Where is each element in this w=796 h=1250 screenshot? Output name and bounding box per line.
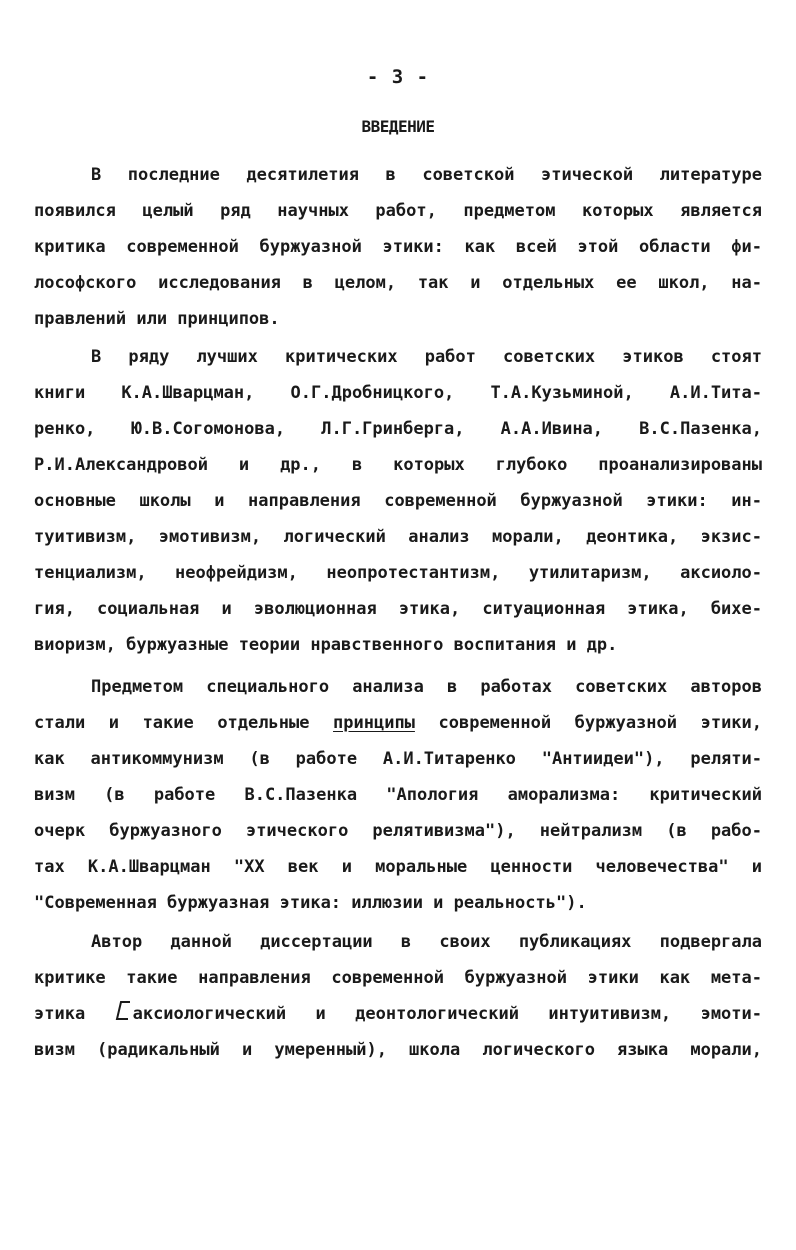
text-line: виоризм, буржуазные теории нравственного воспитания и др. <box>34 635 618 655</box>
text-line: очерк буржуазного этического релятивизма"), нейтрализм (в рабо- <box>34 821 762 841</box>
text-line: туитивизм, эмотивизм, логический анализ морали, деонтика, экзис- <box>34 527 762 547</box>
underlined-word: принципы <box>333 713 415 733</box>
text-line: Автор данной диссертации в своих публикациях подвергала <box>91 932 762 952</box>
text-line: критике такие направления современной буржуазной этики как мета- <box>34 968 762 988</box>
paragraph-4 <box>34 924 762 1068</box>
text-line: правлений или принципов. <box>34 309 280 329</box>
text-line: тенциализм, неофрейдизм, неопротестантизм, утилитаризм, аксиоло- <box>34 563 762 583</box>
paragraph-3 <box>34 669 762 921</box>
text-line: визм (радикальный и умеренный), школа логического языка морали, <box>34 1040 762 1060</box>
text-line: стали и такие отдельные принципы современной буржуазной этики, <box>34 713 762 733</box>
text-line: лософского исследования в целом, так и отдельных ее школ, на- <box>34 273 762 293</box>
paragraph-1 <box>34 157 762 337</box>
text-line: ренко, Ю.В.Согомонова, Л.Г.Гринберга, А.А.Ивина, В.С.Пазенка, <box>34 419 762 439</box>
text-line: как антикоммунизм (в работе А.И.Титаренко "Антиидеи"), реляти- <box>34 749 762 769</box>
paragraph-2 <box>34 339 762 663</box>
text-line: "Современная буржуазная этика: иллюзии и реальность"). <box>34 893 587 913</box>
text-line: тах К.А.Шварцман "XX век и моральные ценности человечества" и <box>34 857 762 877</box>
text-line: В последние десятилетия в советской этической литературе <box>91 165 762 185</box>
text-line: появился целый ряд научных работ, предметом которых является <box>34 201 762 221</box>
text-line: этика аксиологический и деонтологический интуитивизм, эмоти- <box>34 996 762 1032</box>
text-line: гия, социальная и эволюционная этика, ситуационная этика, бихе- <box>34 599 762 619</box>
text-line: Предметом специального анализа в работах советских авторов <box>91 677 762 697</box>
text-line: В ряду лучших критических работ советских этиков стоят <box>91 347 762 367</box>
page-number: - 3 - <box>366 66 430 88</box>
text-line: книги К.А.Шварцман, О.Г.Дробницкого, Т.А.Кузьминой, А.И.Тита- <box>34 383 762 403</box>
section-heading: ВВЕДЕНИЕ <box>361 117 435 136</box>
text-line: основные школы и направления современной буржуазной этики: ин- <box>34 491 762 511</box>
text-line: Р.И.Александровой и др., в которых глубоко проанализированы <box>34 455 762 475</box>
handwritten-bracket-icon <box>115 1000 133 1022</box>
text-line: визм (в работе В.С.Пазенка "Апология аморализма: критический <box>34 785 762 805</box>
text-line: критика современной буржуазной этики: как всей этой области фи- <box>34 237 762 257</box>
